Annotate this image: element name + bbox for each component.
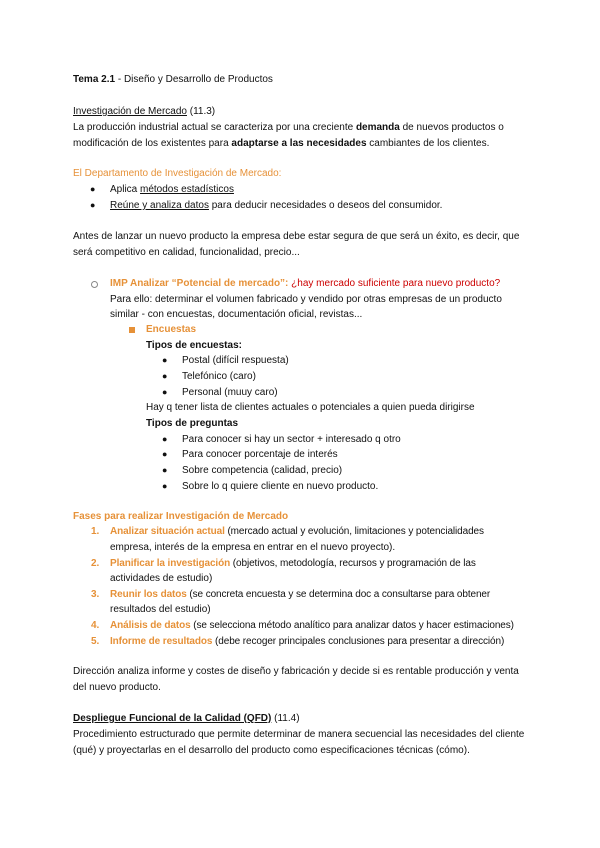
fase-number: 1.: [91, 526, 100, 537]
fase-number: 3.: [91, 589, 100, 600]
pregunta-item: Para conocer si hay un sector + interesado q otro: [182, 434, 401, 445]
fases-heading: Fases para realizar Investigación de Mercado: [73, 511, 289, 522]
square-bullet: [129, 327, 135, 333]
departamento-item-1: Aplica métodos estadísticos: [110, 184, 234, 195]
hay-line: Hay q tener lista de clientes actuales o potenciales a quien pueda dirigirse: [146, 402, 475, 413]
qfd-paragraph: Procedimiento estructurado que permite determinar de manera secuencial las necesidades del cliente (qué) y proyectarlas en el desarrollo del producto como especificaciones técnicas (cómo).: [73, 729, 525, 756]
fase-number: 4.: [91, 620, 100, 631]
bullet-dot: ●: [162, 387, 168, 397]
bullet-dot: ●: [162, 355, 168, 365]
encuestas-label: Encuestas: [146, 324, 197, 335]
fase-item-1: Analizar situación actual (mercado actual y evolución, limitaciones y potencialidades: [110, 526, 484, 537]
bullet-dot: ●: [162, 449, 168, 459]
encuesta-item: Postal (difícil respuesta): [182, 355, 289, 366]
page-title: Tema 2.1 - Diseño y Desarrollo de Productos: [73, 74, 273, 85]
departamento-item-2: Reúne y analiza datos para deducir necesidades o deseos del consumidor.: [110, 200, 443, 211]
fase-item-1-cont: empresa, interés de la empresa en entrar en el nuevo proyecto).: [110, 542, 396, 553]
section-heading-investigacion: Investigación de Mercado (11.3): [73, 106, 216, 117]
bullet-dot: ●: [90, 200, 96, 210]
imp-line: IMP Analizar “Potencial de mercado”: ¿hay mercado suficiente para nuevo producto?: [110, 278, 501, 289]
section-heading-qfd: Despliegue Funcional de la Calidad (QFD) (11.4): [73, 713, 300, 724]
tipos-preguntas-label: Tipos de preguntas: [146, 418, 239, 429]
imp-line-3: similar - con encuestas, documentación oficial, revistas...: [110, 309, 363, 320]
encuesta-item: Telefónico (caro): [182, 371, 256, 382]
bullet-dot: ●: [162, 465, 168, 475]
bullet-dot: ●: [162, 481, 168, 491]
fase-item-4: Análisis de datos (se selecciona método analítico para analizar datos y hacer estimaciones): [110, 620, 514, 631]
pregunta-item: Para conocer porcentaje de interés: [182, 449, 338, 460]
bullet-dot: ●: [162, 371, 168, 381]
fase-item-3: Reunir los datos (se concreta encuesta y se determina doc a consultarse para obtener: [110, 589, 491, 600]
departamento-heading: El Departamento de Investigación de Mercado:: [73, 168, 282, 179]
imp-line-2: Para ello: determinar el volumen fabricado y vendido por otras empresas de un producto: [110, 294, 502, 305]
hollow-bullet: [91, 281, 98, 288]
pregunta-item: Sobre lo q quiere cliente en nuevo producto.: [182, 481, 379, 492]
encuesta-item: Personal (muuy caro): [182, 387, 278, 398]
fase-item-2: Planificar la investigación (objetivos, metodología, recursos y programación de las: [110, 558, 476, 569]
pregunta-item: Sobre competencia (calidad, precio): [182, 465, 343, 476]
fase-item-2-cont: actividades de estudio): [110, 573, 213, 584]
fase-item-5: Informe de resultados (debe recoger principales conclusiones para presentar a dirección): [110, 636, 505, 647]
investigacion-paragraph: La producción industrial actual se caracteriza por una creciente demanda de nuevos productos o modificación de los existentes para adaptarse a las necesidades cambiantes de los clientes.: [73, 122, 504, 149]
fase-number: 2.: [91, 558, 100, 569]
bullet-dot: ●: [90, 184, 96, 194]
bullet-dot: ●: [162, 434, 168, 444]
tipos-encuestas-label: Tipos de encuestas:: [146, 340, 242, 351]
fase-number: 5.: [91, 636, 100, 647]
direccion-paragraph: Dirección analiza informe y costes de diseño y fabricación y decide si es rentable producción y venta del nuevo producto.: [73, 666, 519, 693]
fase-item-3-cont: resultados del estudio): [110, 604, 211, 615]
antes-paragraph: Antes de lanzar un nuevo producto la empresa debe estar segura de que será un éxito, es decir, que será competitivo en calidad, funcionalidad, precio...: [73, 231, 520, 258]
